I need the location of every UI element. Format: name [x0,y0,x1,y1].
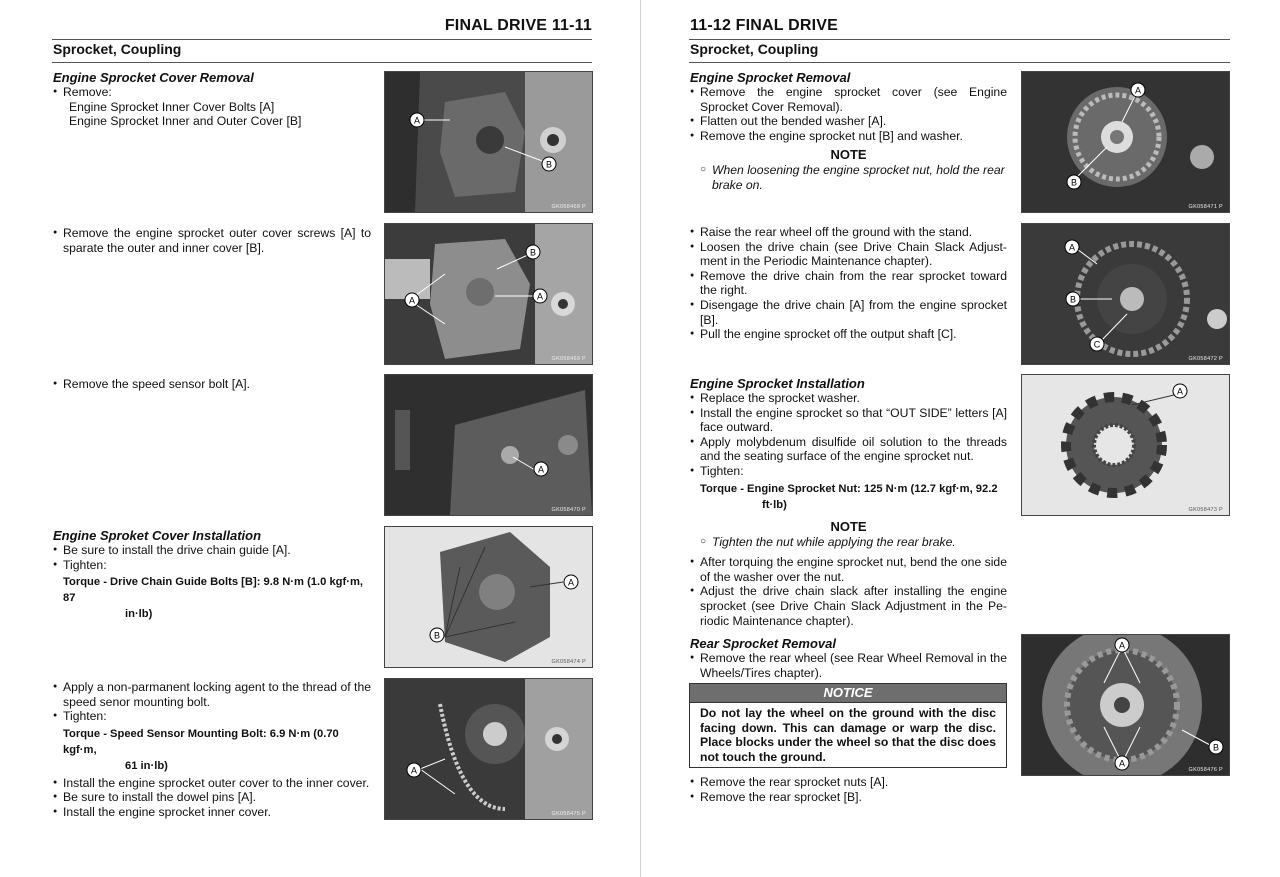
figure-dowel-pins [384,678,593,820]
chain-block [690,225,1007,342]
figure-sprocket-part [1021,374,1230,516]
bullet: ● Flatten out the bended washer [A]. [690,114,1007,129]
torque-line-cont: in·lb) [125,608,153,621]
bullet: ● Remove the engine sprocket cover (see Engine Sprocket Cover Removal). [690,85,1007,114]
section-title: Sprocket, Coupling [690,41,819,57]
speed-sensor-install-block [53,680,371,820]
svg-text:B: B [1212,742,1220,753]
header-rule [52,39,592,40]
svg-text:B: B [529,247,537,258]
note-text: ○ When loosening the engine sprocket nut, hold the rear brake on. [700,163,1007,192]
bullet: ● Install the engine sprocket inner cover. [53,805,371,820]
page-header: 11-12 FINAL DRIVE [690,17,839,34]
bullet: ● Install the engine sprocket so that “OUT SIDE” letters [A] face outward. [690,406,1007,435]
figure-drive-chain [1021,223,1230,365]
svg-text:A: A [413,115,421,126]
figure-code: GK058468 P [551,204,586,210]
photo-engine-cover [385,72,592,212]
bullet: ● Remove the rear sprocket nuts [A]. [690,775,1007,790]
svg-text:B: B [433,630,441,641]
sub-item: Engine Sprocket Inner Cover Bolts [A] [69,99,275,114]
figure-code: GK058471 P [1188,204,1223,210]
subsection-title: Engine Sprocket Removal [690,70,851,85]
rear-sprocket-block [690,636,1007,680]
figure-sprocket-cover [384,71,593,213]
bullet: ● Be sure to install the drive chain guide [A]. [53,543,371,558]
speed-sensor-block [53,377,371,392]
notice-heading: NOTICE [690,684,1006,703]
svg-text:A: A [567,577,575,588]
bullet: ● Apply molybdenum disulfide oil solution to the threads and the seating surface of the engine sprocket nut. [690,435,1007,464]
figure-code: GK058474 P [551,659,586,665]
note-heading: NOTE [830,518,867,534]
bullet: ● Tighten: [53,558,371,573]
subsection-title: Engine Sprocket Installation [690,376,865,391]
svg-text:A: A [1118,640,1126,651]
svg-text:B: B [1069,294,1077,305]
figure-code: GK058470 P [551,507,586,513]
figure-cover-part [384,526,593,668]
bullet: ● Remove the drive chain from the rear sprocket toward the right. [690,269,1007,298]
subsection-title: Rear Sprocket Removal [690,636,836,651]
torque-line: Torque - Drive Chain Guide Bolts [B]: 9.8 N·m (1.0 kgf·m, 87 [63,576,364,605]
bullet: ● Raise the rear wheel off the ground with the stand. [690,225,1007,240]
bullet: ● Be sure to install the dowel pins [A]. [53,790,371,805]
svg-text:A: A [410,765,418,776]
subsection-title: Engine Sprocket Cover Removal [53,70,254,85]
bullet: ● Remove the engine sprocket outer cover screws [A] to sparate the outer and inner cover [B]. [53,226,371,255]
bullet: ● Remove the rear sprocket [B]. [690,790,1007,805]
section-title: Sprocket, Coupling [53,41,182,57]
svg-text:A: A [408,295,416,306]
section-rule [52,62,592,63]
figure-rear-sprocket [1021,634,1230,776]
torque-spec [53,726,371,774]
torque-line-cont: ft·lb) [762,498,787,511]
svg-text:A: A [537,464,545,475]
figure-code: GK058476 P [1188,767,1223,773]
bullet: ● Pull the engine sprocket off the output shaft [C]. [690,327,1007,342]
bullet: ● After torquing the engine sprocket nut, bend the one side of the washer over the nut. [690,555,1007,584]
page-header: FINAL DRIVE 11-11 [444,17,592,34]
torque-line: Torque - Speed Sensor Mounting Bolt: 6.9 N·m (0.70 kgf·m, [63,727,339,756]
torque-line: Torque - Engine Sprocket Nut: 125 N·m (12.7 kgf·m, 92.2 [700,482,998,495]
figure-code: GK058469 P [551,356,586,362]
svg-text:A: A [1118,758,1126,769]
bullet: ● Remove the rear wheel (see Rear Wheel Removal in the Wheels/Tires chapter). [690,651,1007,680]
svg-text:A: A [1134,85,1142,96]
section-rule [689,62,1230,63]
bullet: ● Tighten: [53,709,371,724]
bullet: ● Tighten: [690,464,1007,479]
bullet: ● Adjust the drive chain slack after installing the engine sprocket (see Drive Chain Slack Adjustment in the Pe-riodic Maintenance chapter). [690,584,1007,628]
sprocket-installation-block [690,376,1007,628]
figure-code: GK058473 P [1188,507,1223,513]
notice-text: Do not lay the wheel on the ground with the disc facing down. This can damage or warp the disc. Place blocks under the wheel so that the disc does not touch the ground. [700,706,996,764]
bullet: ● Replace the sprocket washer. [690,391,1007,406]
right-page [641,0,1280,877]
bullet: ● Loosen the drive chain (see Drive Chain Slack Adjust-ment in the Periodic Maintenance chapter). [690,240,1007,269]
cover-removal-block [53,70,371,129]
sub-item: Engine Sprocket Inner and Outer Cover [B] [69,114,302,129]
sprocket-removal-block [690,70,1007,193]
note-heading: NOTE [830,147,867,163]
notice-box [689,683,1007,768]
svg-text:B: B [545,159,553,170]
figure-code: GK058475 P [551,811,586,817]
header-rule [689,39,1230,40]
note-text: ○ Tighten the nut while applying the rear brake. [700,535,1007,550]
rear-sprocket-steps [690,775,1007,804]
outer-cover-block [53,226,371,255]
torque-line-cont: 61 in·lb) [125,759,168,772]
bullet: ● Remove the engine sprocket nut [B] and washer. [690,129,1007,144]
torque-spec [690,481,1007,513]
bullet: ● Disengage the drive chain [A] from the engine sprocket [B]. [690,298,1007,327]
bullet: ● Remove: [53,85,371,100]
svg-text:B: B [1070,177,1078,188]
bullet: ● Install the engine sprocket outer cover to the inner cover. [53,776,371,791]
bullet: ● Remove the speed sensor bolt [A]. [53,377,371,392]
torque-spec [53,574,371,622]
svg-text:A: A [536,291,544,302]
bullet: ● Apply a non-parmanent locking agent to the thread of the speed senor mounting bolt. [53,680,371,709]
svg-text:C: C [1093,339,1101,350]
subsection-title: Engine Sproket Cover Installation [53,528,262,543]
svg-text:A: A [1068,242,1076,253]
figure-outer-cover [384,223,593,365]
svg-text:A: A [1176,386,1184,397]
figure-code: GK058472 P [1188,356,1223,362]
cover-installation-block [53,528,371,624]
figure-speed-sensor [384,374,593,516]
figure-sprocket-nut [1021,71,1230,213]
